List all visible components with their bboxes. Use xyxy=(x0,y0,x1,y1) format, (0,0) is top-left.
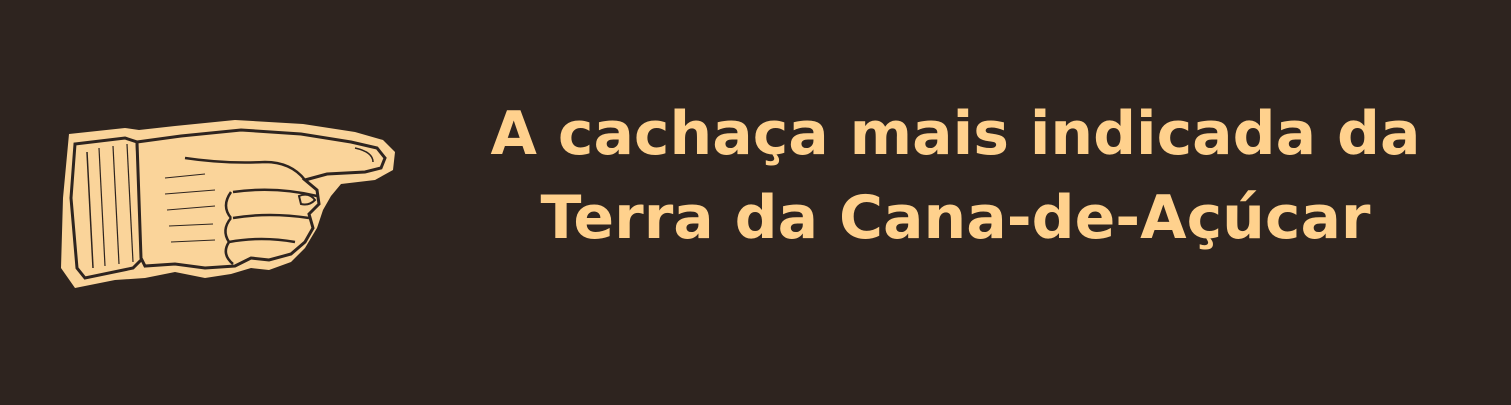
headline-line-1: A cachaça mais indicada da xyxy=(490,99,1421,169)
pointing-hand-icon xyxy=(55,118,400,290)
headline-line-2: Terra da Cana-de-Açúcar xyxy=(540,183,1371,253)
headline xyxy=(400,92,1511,260)
